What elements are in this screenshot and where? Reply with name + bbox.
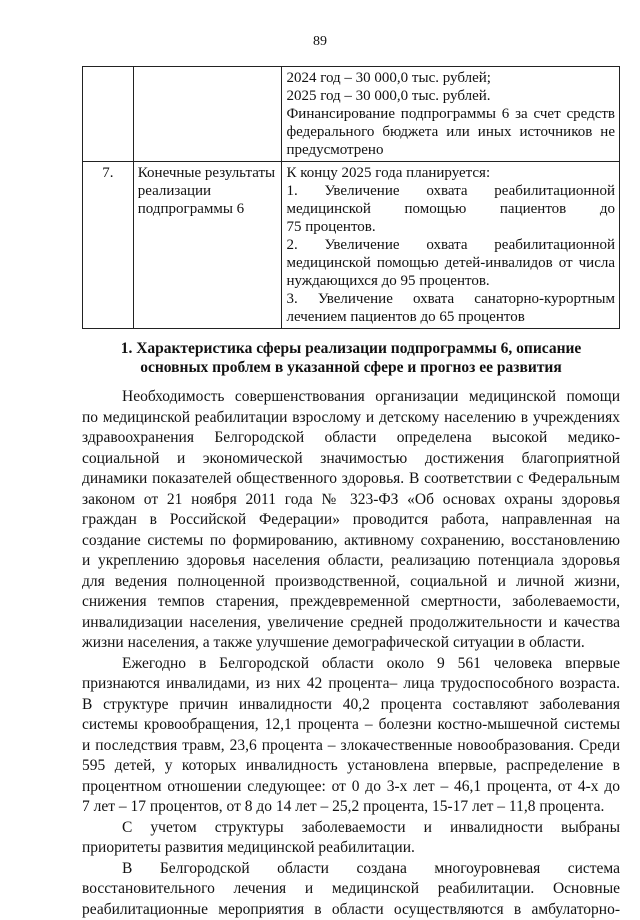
text-line: Ежегодно в Белгородской области около 9 561 человека впервые [82,654,620,675]
table-row [83,67,620,162]
text-line: 595 детей, у которых инвалидность установлена впервые, распределение в [82,756,620,777]
body-text [82,387,620,920]
text-line: инвалидизации населения, увеличение средней продолжительности и качества [82,613,620,634]
results-line: 1. Увеличение охвата реабилитационной [286,182,615,200]
funding-line: 2024 год – 30 000,0 тыс. рублей; [286,69,615,87]
results-line: 75 процентов. [286,218,615,236]
text-line: законом от 21 ноября 2011 года № 323-ФЗ «Об основах охраны здоровья [82,490,620,511]
row-name-line: подпрограммы 6 [138,200,278,218]
results-line: нуждающихся до 95 процентов. [286,272,615,290]
results-line: лечением пациентов до 65 процентов [286,308,615,326]
program-table [82,66,620,329]
row-number-cell [83,67,134,162]
text-line: реабилитационные мероприятия в области осуществляются в амбулаторно- [82,900,620,920]
results-line: К концу 2025 года планируется: [286,164,615,182]
results-line: медицинской помощью детей-инвалидов от числа [286,254,615,272]
text-line: социальной и экономической значимостью достижения благоприятной [82,449,620,470]
section-title-line: основных проблем в указанной сфере и прогноз ее развития [82,358,620,377]
funding-line: Финансирование подпрограммы 6 за счет средств [286,105,615,123]
text-line: признаются инвалидами, из них 42 процента– лица трудоспособного возраста. [82,674,620,695]
text-line: граждан в Российской Федерации» проводится работа, направленная на [82,510,620,531]
funding-line: 2025 год – 30 000,0 тыс. рублей. [286,87,615,105]
text-line: по медицинской реабилитации взрослому и детскому населению в учреждениях [82,408,620,429]
text-line: здравоохранения Белгородской области определена высокой медико- [82,428,620,449]
text-line: и последствия травм, 23,6 процента – злокачественные новообразования. Среди [82,736,620,757]
row-name-line: реализации [138,182,278,200]
funding-line: предусмотрено [286,141,615,159]
text-line: Необходимость совершенствования организации медицинской помощи [82,387,620,408]
section-title [82,339,620,377]
row-name-cell [133,67,282,162]
row-name-line: Конечные результаты [138,164,278,182]
text-line: жизни населения, а также улучшение демографической ситуации в области. [82,633,620,654]
row-name-cell [133,162,282,329]
results-line: медицинской помощью пациентов до [286,200,615,218]
page-number: 89 [0,34,640,50]
row-number-cell: 7. [83,162,134,329]
section-title-line: 1. Характеристика сферы реализации подпрограммы 6, описание [82,339,620,358]
text-line: В Белгородской области создана многоуровневая система [82,859,620,880]
text-line: восстановительного лечения и медицинской реабилитации. Основные [82,879,620,900]
funding-cell [282,67,620,162]
funding-line: федерального бюджета или иных источников не [286,123,615,141]
table-row [83,162,620,329]
text-line: 7 лет – 17 процентов, от 8 до 14 лет – 25,2 процента, 15-17 лет – 11,8 процента. [82,797,620,818]
text-line: системы кровообращения, 12,1 процента – болезни костно-мышечной системы [82,715,620,736]
results-line: 3. Увеличение охвата санаторно-курортным [286,290,615,308]
text-line: снижения темпов старения, преждевременной смертности, заболеваемости, [82,592,620,613]
text-line: динамики показателей общественного здоровья. В соответствии с Федеральным [82,469,620,490]
results-cell [282,162,620,329]
text-line: процентном отношении следующее: от 0 до 3-х лет – 46,1 процента, от 4-х до [82,777,620,798]
text-line: и укреплению здоровья населения области, реализацию потенциала здоровья [82,551,620,572]
text-line: С учетом структуры заболеваемости и инвалидности выбраны [82,818,620,839]
text-line: приоритеты развития медицинской реабилитации. [82,838,620,859]
results-line: 2. Увеличение охвата реабилитационной [286,236,615,254]
text-line: создание системы по формированию, активному сохранению, восстановлению [82,531,620,552]
text-line: В структуре причин инвалидности 40,2 процента составляют заболевания [82,695,620,716]
text-line: для ведения полноценной производственной, социальной и личной жизни, [82,572,620,593]
